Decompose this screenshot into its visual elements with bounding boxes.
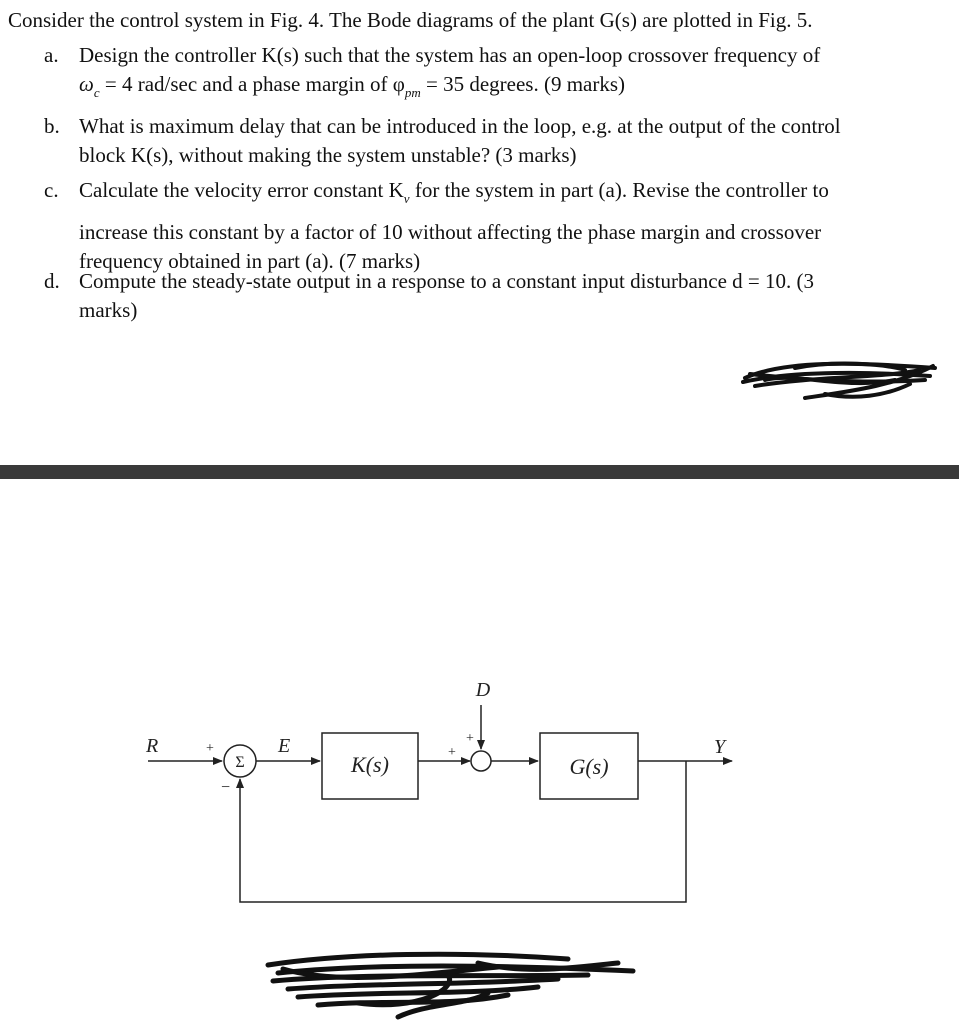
question-d-label: d. xyxy=(44,269,60,293)
question-a-label: a. xyxy=(44,43,59,67)
phi-subscript: pm xyxy=(404,85,421,100)
redaction-scribble-top xyxy=(735,350,945,410)
question-a xyxy=(44,41,820,107)
sum-plus-sign: + xyxy=(206,741,214,756)
feedback-path xyxy=(240,761,686,902)
question-b-label: b. xyxy=(44,114,60,138)
input-label: R xyxy=(146,735,159,757)
disturbance-junction xyxy=(471,751,491,771)
junction-plus-top: + xyxy=(466,731,474,746)
question-c xyxy=(44,176,829,276)
question-c-line1-pre: Calculate the velocity error constant K xyxy=(79,178,404,202)
controller-label: K(s) xyxy=(351,752,389,777)
sum-minus-sign: − xyxy=(221,779,231,796)
error-label: E xyxy=(278,735,291,757)
question-c-label: c. xyxy=(44,178,59,202)
question-a-line2-mid: = 4 rad/sec and a phase margin of φ xyxy=(99,72,405,96)
plant-label: G(s) xyxy=(569,754,609,779)
omega-subscript: c xyxy=(93,85,100,100)
question-b-line1: What is maximum delay that can be introduced in the loop, e.g. at the output of the control xyxy=(79,114,841,138)
question-d-line1: Compute the steady-state output in a response to a constant input disturbance d = 10. (3 xyxy=(79,269,815,293)
question-d xyxy=(44,267,814,325)
question-a-line2-post: = 35 degrees. (9 marks) xyxy=(420,72,626,96)
question-c-line1-post: for the system in part (a). Revise the controller to xyxy=(409,178,829,202)
kv-subscript: v xyxy=(403,191,410,206)
sigma-symbol: Σ xyxy=(235,754,245,771)
output-label: Y xyxy=(714,736,726,758)
intro-text: Consider the control system in Fig. 4. The Bode diagrams of the plant G(s) are plotted in Fig. 5. xyxy=(8,8,813,32)
page-divider xyxy=(0,465,959,479)
omega-symbol: ω xyxy=(79,72,94,96)
disturbance-label: D xyxy=(475,679,491,701)
question-b xyxy=(44,112,841,170)
question-c-line3: frequency obtained in part (a). (7 marks) xyxy=(79,249,421,273)
junction-plus-left: + xyxy=(448,745,456,760)
question-d-line2: marks) xyxy=(79,298,138,322)
question-b-line2: block K(s), without making the system unstable? (3 marks) xyxy=(79,143,577,167)
question-a-line1: Design the controller K(s) such that the system has an open-loop crossover frequency of xyxy=(79,43,821,67)
question-c-line2: increase this constant by a factor of 10 without affecting the phase margin and crossover xyxy=(79,220,822,244)
redaction-scribble-caption xyxy=(258,945,643,1024)
